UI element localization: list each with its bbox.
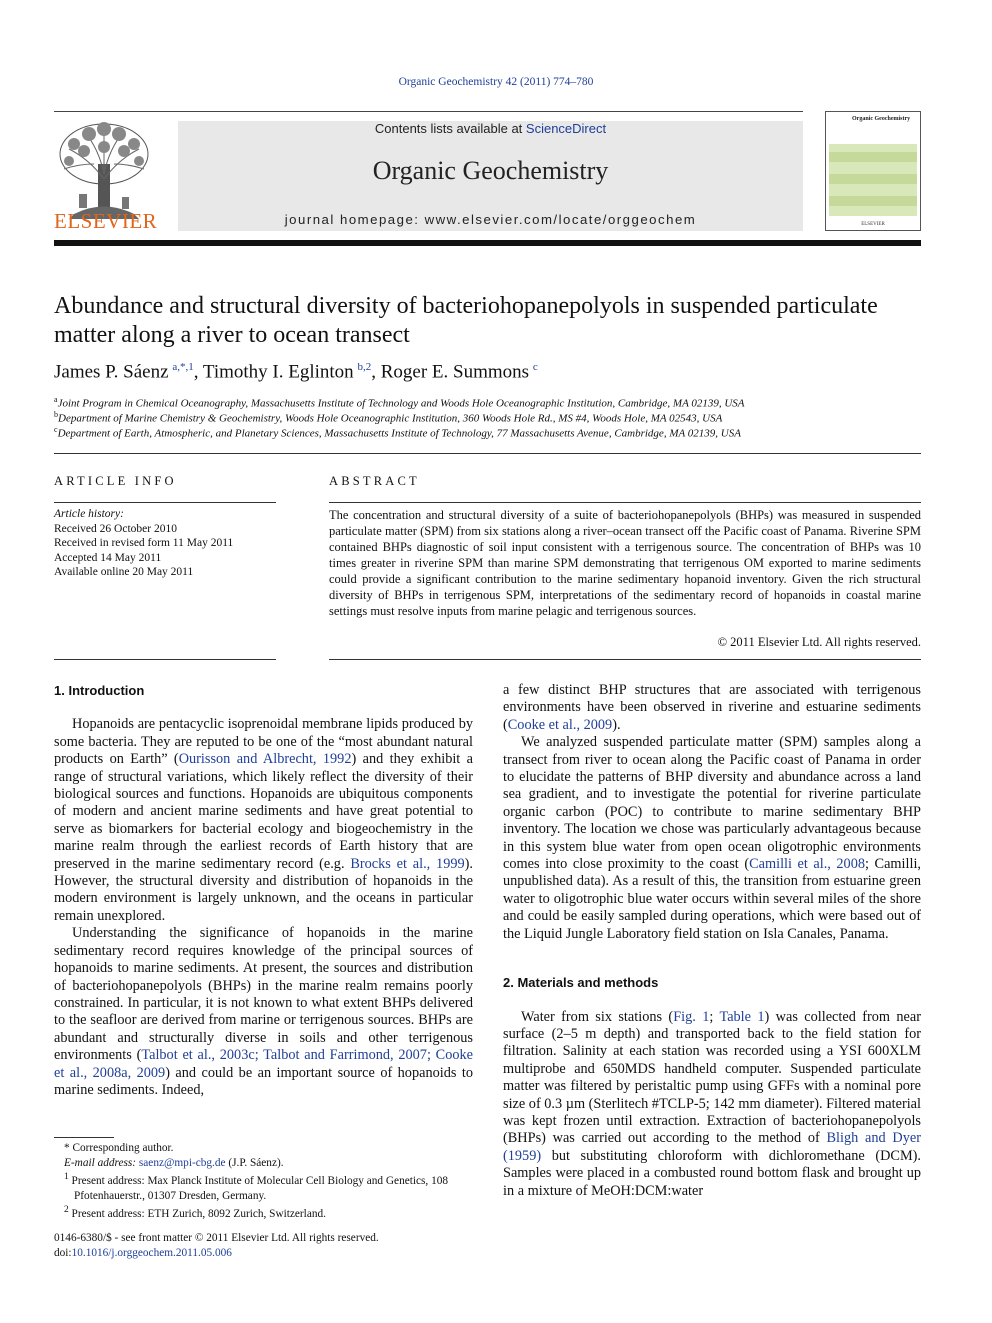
intro-paragraph-2-continued <box>503 682 921 734</box>
affiliation-text: Department of Earth, Atmospheric, and Planetary Sciences, Massachusetts Institute of Technology, 77 Massachusetts Avenue, Cambridge, MA 02139, USA <box>57 427 741 440</box>
text-run: but substituting chloroform with dichloromethane (DCM). Samples were placed in a combusted round bottom flask and brought up in a mixture of MeOH:DCM:water <box>503 1147 921 1199</box>
bottom-info <box>54 1231 474 1260</box>
section-heading-methods: 2. Materials and methods <box>503 975 659 991</box>
text-run: ) and they exhibit a range of structural variations, which likely reflect the diversity of their biological sources and functions. Hopanoids are ubiquitous components of modern and ancient marine sediments and have great potential to serve as biomarkers for bacterial ecology and biogeochemistry in the marine realm through the earliest records of Earth history that are preserved in the marine sedimentary record (e.g. <box>54 751 473 872</box>
affiliation-a <box>54 395 924 410</box>
cover-header <box>826 112 920 142</box>
affiliation-b <box>54 410 924 425</box>
affiliation-mark: a <box>54 395 58 404</box>
footnote-rule <box>54 1137 114 1138</box>
footnote-mark: 2 <box>64 1205 69 1216</box>
citation-link[interactable]: Ourisson and Albrecht, 1992 <box>178 751 352 768</box>
elsevier-wordmark: ELSEVIER <box>54 209 158 233</box>
history-label: Article history: <box>54 508 124 520</box>
author-separator: , <box>193 361 203 383</box>
text-run: ) was collected from near surface (2–5 m depth) and transported back to the field station for filtration. Salinity at each station was recorded using a YSI 600XLM multiprobe and 650MDS handheld computer. Suspended particulate matter was filtered by peristaltic pump using GFFs with a nominal pore size of 0.3 µm (Sterlitech #TCLP-5; 142 mm diameter). Filtered material was kept frozen until extraction. Extraction of bacteriohopanepolyols (BHPs) was carried out according to the method of <box>503 1008 921 1147</box>
intro-paragraph-2 <box>54 925 473 1099</box>
author-marks[interactable]: a,*,1 <box>172 361 194 373</box>
footnote-1 <box>54 1170 474 1203</box>
received-date: Received 26 October 2010 <box>54 522 177 535</box>
citation-link[interactable]: Cooke et al., 2009 <box>507 716 613 733</box>
intro-paragraph-3 <box>503 734 921 943</box>
citation-link[interactable]: Bligh and Dyer (1959) <box>503 1130 921 1164</box>
citation-link[interactable]: Brocks et al., 1999 <box>350 855 465 872</box>
doi-link[interactable]: 10.1016/j.orggeochem.2011.05.006 <box>71 1246 232 1259</box>
text-run: ; <box>709 1008 720 1025</box>
article-history <box>54 507 276 580</box>
affiliation-text: Joint Program in Chemical Oceanography, Massachusetts Institute of Technology and Woods Hole Oceanographic Institution, Cambridge, MA 02139, USA <box>57 397 745 410</box>
text-run: ). However, the structural diversity and distribution of hopanoids in the modern environment is largely unknown, and the oceans in particular remain unexplored. <box>54 855 473 924</box>
email-note <box>54 1156 474 1171</box>
text-run: We analyzed suspended particulate matter (SPM) samples along a transect from river to ocean along the Pacific coast of Panama in order to elucidate the patterns of BHP diversity and abundance across a land sea gradient, and to investigate the potential for riverine particulate organic carbon (POC) to contribute to marine sedimentary BHP inventory. The location we chose was particularly advantageous because in this system blue water from open ocean oligotrophic environments comes into close proximity to the coast ( <box>503 734 921 873</box>
text-run: ). <box>612 716 621 733</box>
cover-title: Organic Geochemistry <box>852 116 911 122</box>
affiliation-mark: c <box>54 425 58 434</box>
abstract-heading: ABSTRACT <box>329 474 420 488</box>
table-link[interactable]: Table 1 <box>719 1008 765 1025</box>
right-column <box>503 682 921 1200</box>
author-marks[interactable]: b,2 <box>357 361 372 373</box>
text-run: ; Camilli, unpublished data). As a result of this, the transition from estuarine green water to oligotrophic blue water occurs within several miles of the shore and could be easily sampled during operations, which were based out of the Liquid Jungle Laboratory field station on Isla Canales, Panama. <box>503 856 921 942</box>
section-heading-introduction: 1. Introduction <box>54 683 145 698</box>
figure-link[interactable]: Fig. 1 <box>673 1008 710 1025</box>
citation-link[interactable]: Talbot et al., 2003c; Talbot and Farrimond, 2007; Cooke et al., 2008a, 2009 <box>54 1047 473 1081</box>
author-marks[interactable]: c <box>532 361 538 373</box>
issn-line: 0146-6380/$ - see front matter © 2011 Elsevier Ltd. All rights reserved. <box>54 1232 379 1244</box>
abstract-copyright: © 2011 Elsevier Ltd. All rights reserved. <box>717 635 921 649</box>
affiliation-c <box>54 425 924 440</box>
revised-date: Received in revised form 11 May 2011 <box>54 537 234 549</box>
journal-cover-thumbnail <box>825 111 921 231</box>
article-info-bottom-rule <box>54 659 276 660</box>
left-column <box>54 682 473 1099</box>
author-list <box>54 361 924 383</box>
footnote-2 <box>54 1203 474 1221</box>
article-info-rule <box>54 502 276 503</box>
email-suffix: (J.P. Sáenz). <box>225 1156 284 1169</box>
header-top-rule <box>54 111 803 112</box>
corresponding-author-note: * Corresponding author. <box>64 1142 174 1154</box>
cover-publisher-mark: ELSEVIER <box>861 222 885 227</box>
doi-prefix: doi: <box>54 1246 72 1259</box>
citation-link[interactable]: Camilli et al., 2008 <box>749 856 866 873</box>
journal-name: Organic Geochemistry <box>372 156 609 185</box>
header-bottom-rule <box>54 240 921 246</box>
journal-homepage: journal homepage: www.elsevier.com/locate/orggeochem <box>284 212 697 227</box>
contents-prefix: Contents lists available at <box>374 121 526 136</box>
author-name[interactable]: Timothy I. Eglinton <box>202 361 354 383</box>
text-run: Water from six stations ( <box>521 1008 674 1025</box>
online-date: Available online 20 May 2011 <box>54 566 194 578</box>
footnotes <box>54 1141 474 1222</box>
author-separator: , <box>371 361 381 383</box>
sciencedirect-link[interactable]: ScienceDirect <box>525 121 607 136</box>
abstract-rule <box>329 502 921 503</box>
text-run: a few distinct BHP structures that are associated with terrigenous environments have been observed in riverine and estuarine sediments ( <box>503 682 921 733</box>
text-run: Hopanoids are pentacyclic isoprenoidal membrane lipids produced by some bacteria. They are reputed to be one of the “most abundant natural products on Earth” ( <box>54 716 473 768</box>
journal-citation-link[interactable]: Organic Geochemistry 42 (2011) 774–780 <box>398 76 594 88</box>
footnote-mark: 1 <box>64 1172 69 1183</box>
footnote-text: Present address: Max Planck Institute of Molecular Cell Biology and Genetics, 108 Pfotenhauerstr., 01307 Dresden, Germany. <box>71 1174 449 1202</box>
cover-art <box>829 144 917 216</box>
email-link[interactable]: saenz@mpi-cbg.de <box>138 1156 226 1169</box>
doi-line <box>54 1246 474 1261</box>
footnote-text: Present address: ETH Zurich, 8092 Zurich, Switzerland. <box>71 1207 326 1220</box>
methods-paragraph-1 <box>503 1009 921 1200</box>
affiliation-text: Department of Marine Chemistry & Geochemistry, Woods Hole Oceanographic Institution, 360 Woods Hole Rd., MS #4, Woods Hole, MA 02543, USA <box>58 412 723 425</box>
article-title: Abundance and structural diversity of bacteriohopanepolyols in suspended particulate matter along a river to ocean transect <box>54 293 878 348</box>
contents-available-line <box>178 121 803 136</box>
front-matter-rule <box>54 453 921 454</box>
abstract-text: The concentration and structural diversity of a suite of bacteriohopanepolyols (BHPs) was measured in suspended particulate matter (SPM) from six stations along a river–ocean transect off the Pacific coast of Panama. Riverine SPM contained BHPs diagnostic of soil input consistent with a terrigenous source. The concentration of BHPs was 10 times greater in riverine SPM than marine SPM demonstrating that terrigenous OM exported to marine sediments could provide a significant contribution to the marine sedimentary hopanoid inventory. Given the rich structural diversity of BHPs in terrigenous SPM, interpretations of the sedimentary record of hopanoids in coastal marine settings must resolve inputs from marine pelagic and terrigenous sources. <box>329 508 921 618</box>
abstract-bottom-rule <box>329 659 921 660</box>
text-run: ) and could be an important source of hopanoids to marine sediments. Indeed, <box>54 1064 473 1098</box>
author-name[interactable]: James P. Sáenz <box>54 361 169 383</box>
intro-paragraph-1 <box>54 716 473 925</box>
text-run: Understanding the significance of hopanoids in the marine sedimentary record requires knowledge of the principal sources of hopanoids to marine sediments. At present, the sources and distribution of bacteriohopanepolyols (BHPs) in the marine realm remains poorly constrained. In particular, it is not known to what extent BHPs delivered to the seafloor are derived from marine or terrigenous sources. BHPs are abundant and structurally diverse in soils and other terrigenous environments ( <box>54 925 473 1064</box>
article-info-heading: ARTICLE INFO <box>54 474 177 488</box>
email-label: E-mail address: <box>64 1156 139 1169</box>
accepted-date: Accepted 14 May 2011 <box>54 551 162 564</box>
affiliation-mark: b <box>54 410 58 419</box>
author-name[interactable]: Roger E. Summons <box>380 361 530 383</box>
